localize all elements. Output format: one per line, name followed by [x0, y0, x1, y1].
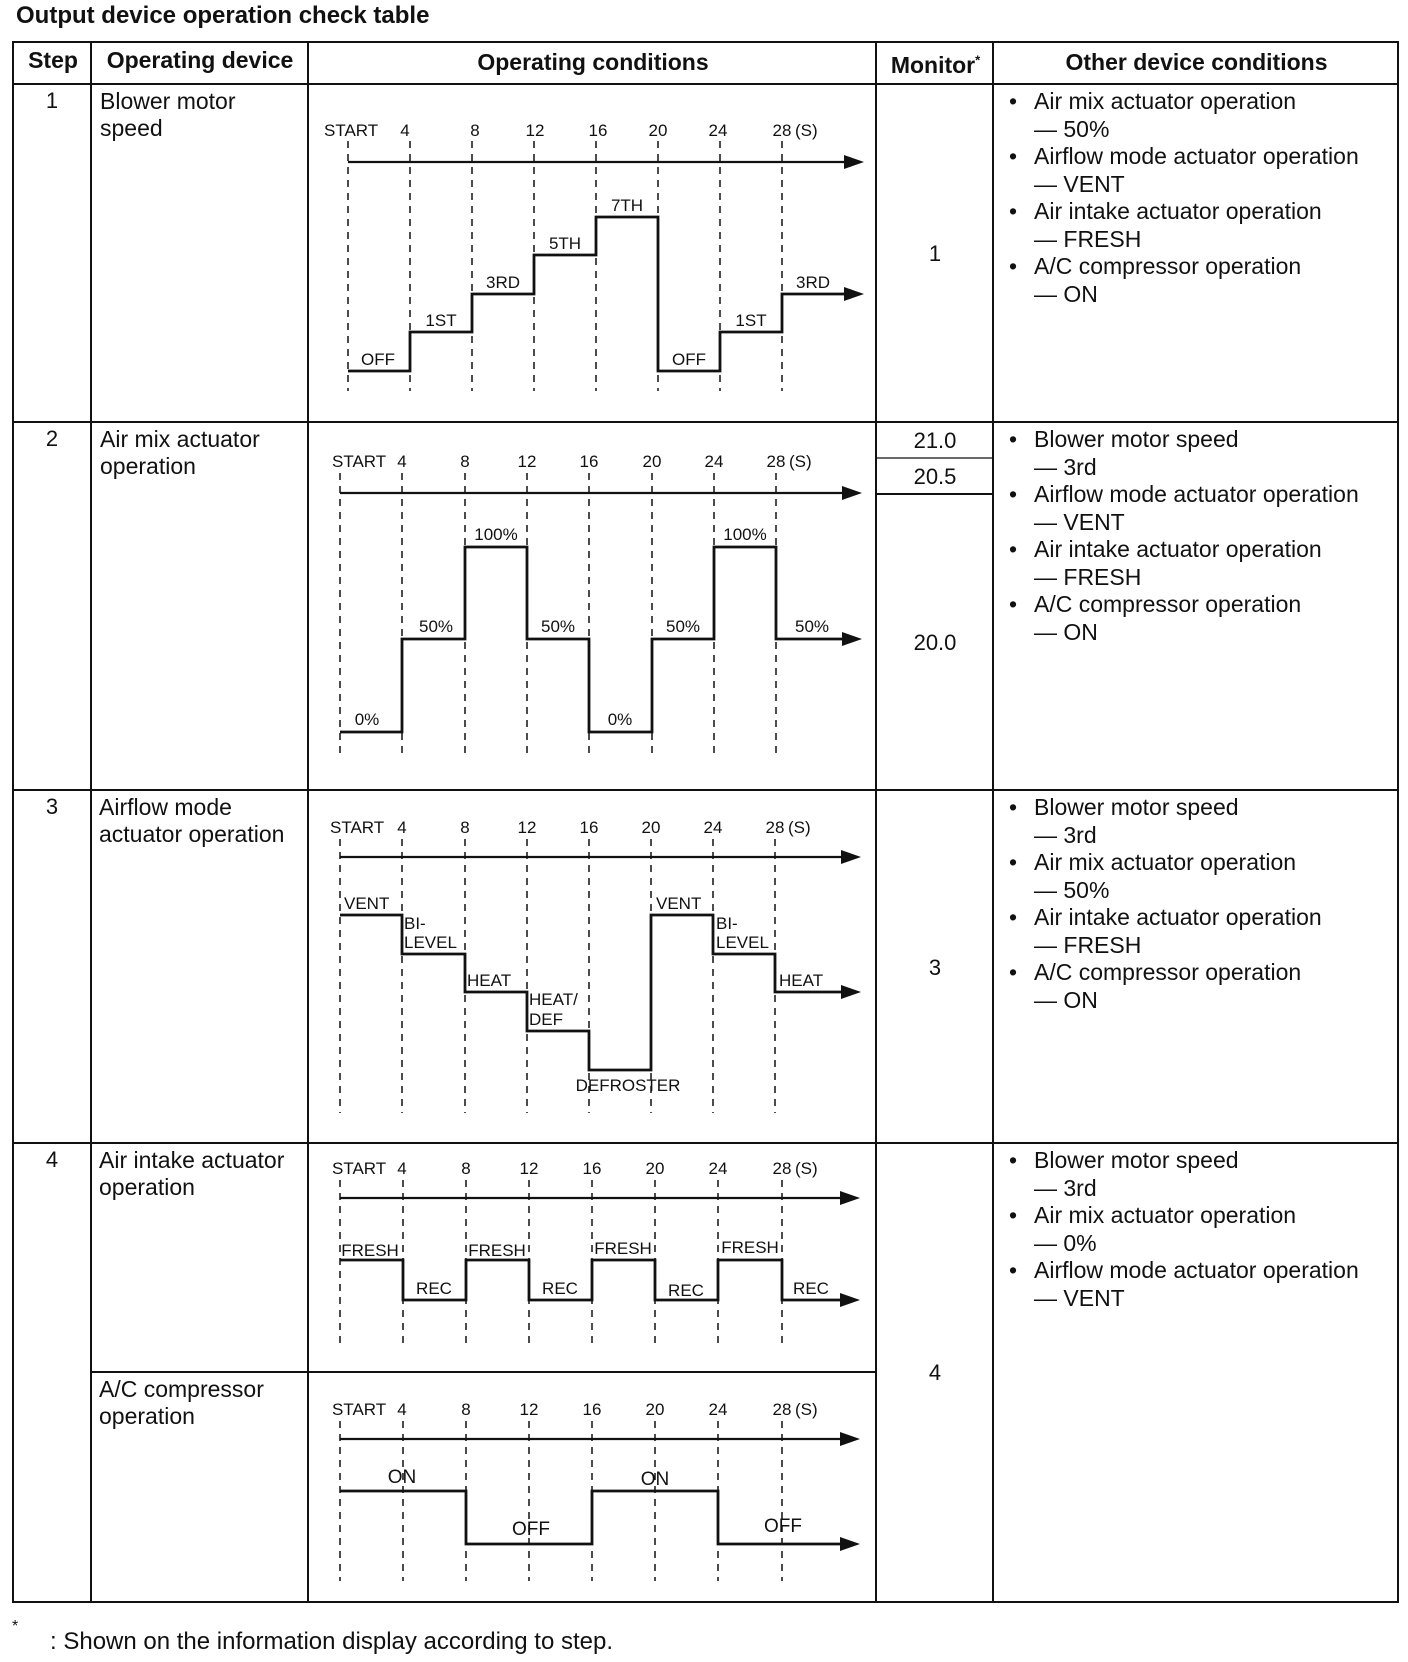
list-item: • Blower motor speed — 3rd [1000, 794, 1400, 849]
signal-level-label: BI- [716, 914, 738, 933]
time-label: 12 [519, 1159, 539, 1178]
signal-level-label: LEVEL [716, 933, 769, 952]
time-axis-arrow [340, 850, 861, 864]
monitor-value: 3 [928, 955, 942, 980]
monitor-value: 1 [928, 241, 942, 266]
device-name-line: operation [99, 1174, 195, 1200]
time-label: START [330, 818, 385, 837]
air-mix-timing-diagram [310, 423, 875, 789]
signal-level-label: FRESH [594, 1239, 652, 1258]
list-item: • A/C compressor operation — ON [1000, 591, 1400, 646]
footnote [12, 1618, 613, 1656]
ac-compressor-timing-diagram [310, 1373, 875, 1601]
condition-name: Blower motor speed [1034, 426, 1239, 452]
signal-level-label: 3RD [485, 273, 521, 292]
time-label: 4 [400, 121, 410, 140]
condition-name: Air mix actuator operation [1034, 849, 1297, 875]
signal-level-label: 50% [794, 617, 830, 636]
condition-name: Air intake actuator operation [1034, 536, 1322, 562]
condition-value: — FRESH [1034, 225, 1142, 252]
signal-level-label: 50% [665, 617, 701, 636]
signal-level-label: 50% [418, 617, 454, 636]
condition-value: — ON [1034, 280, 1098, 307]
signal-level-label: 3RD [795, 273, 831, 292]
other-conditions-list [1000, 426, 1400, 646]
device-name [99, 1147, 284, 1201]
step-number: 2 [45, 426, 59, 451]
air-intake-timing-diagram [310, 1144, 875, 1371]
time-label: 16 [582, 1400, 602, 1419]
signal-level-label: FRESH [341, 1241, 399, 1260]
page-title: Output device operation check table [16, 2, 430, 29]
signal-level-label: 100% [723, 525, 767, 544]
device-name-line: actuator operation [99, 821, 285, 847]
time-gridlines [340, 1180, 782, 1349]
signal-arrow [840, 1293, 860, 1307]
list-item: • Air intake actuator operation — FRESH [1000, 198, 1400, 253]
device-name [100, 88, 235, 142]
time-label: 24 [708, 1159, 728, 1178]
signal-level-label: 1ST [425, 311, 457, 330]
time-label: START [332, 1159, 387, 1178]
monitor-value: 4 [928, 1360, 942, 1385]
time-gridlines [340, 1421, 782, 1581]
signal-level-label: 50% [540, 617, 576, 636]
list-item: • A/C compressor operation — ON [1000, 253, 1400, 308]
list-item: • Air intake actuator operation — FRESH [1000, 536, 1400, 591]
time-label: START [332, 1400, 387, 1419]
time-label: 16 [579, 818, 599, 837]
signal-arrow [841, 985, 861, 999]
time-label: 28 [772, 121, 792, 140]
signal-level-label: DEFROSTER [575, 1076, 681, 1095]
signal-level-label: REC [542, 1279, 578, 1298]
signal-level-label: 1ST [735, 311, 767, 330]
condition-value: — 50% [1034, 115, 1110, 142]
condition-name: Air intake actuator operation [1034, 198, 1322, 224]
time-label: 20 [645, 1400, 665, 1419]
condition-value: — VENT [1034, 170, 1125, 197]
list-item: • Air intake actuator operation — FRESH [1000, 904, 1400, 959]
header-monitor-label: Monitor [890, 52, 976, 78]
condition-value: — 3rd [1034, 1174, 1097, 1201]
list-item: • A/C compressor operation — ON [1000, 959, 1400, 1014]
signal-level-label: VENT [656, 894, 702, 913]
header-step: Step [28, 47, 78, 73]
signal-level-label: 100% [474, 525, 518, 544]
signal-waveform [340, 1260, 840, 1300]
time-label: 28 [766, 452, 786, 471]
list-item: • Blower motor speed — 3rd [1000, 426, 1400, 481]
header-operating-device: Operating device [106, 47, 294, 73]
time-label: 20 [642, 452, 662, 471]
time-gridlines [340, 473, 776, 759]
list-item: • Airflow mode actuator operation — VENT [1000, 481, 1400, 536]
signal-waveform [348, 217, 844, 371]
signal-level-label: DEF [529, 1010, 563, 1029]
condition-value: — 50% [1034, 876, 1110, 903]
time-label: 16 [582, 1159, 602, 1178]
time-label: START [332, 452, 387, 471]
time-label: 20 [648, 121, 668, 140]
footnote-mark: * [12, 1618, 19, 1635]
device-name-line: Air intake actuator [99, 1147, 285, 1173]
time-label: 12 [517, 452, 537, 471]
signal-level-label: 0% [354, 710, 380, 729]
condition-name: Airflow mode actuator operation [1034, 1257, 1359, 1283]
device-name-line: Air mix actuator [100, 426, 260, 452]
signal-level-label: VENT [344, 894, 390, 913]
signal-level-label: OFF [764, 1516, 802, 1537]
condition-value: — ON [1034, 986, 1098, 1013]
time-label: (S) [795, 121, 818, 140]
time-label: 4 [397, 1159, 407, 1178]
signal-level-label: ON [640, 1469, 670, 1490]
time-axis-arrow [348, 155, 864, 169]
footnote-text: : Shown on the information display according to step. [50, 1628, 613, 1655]
header-monitor [878, 52, 993, 79]
signal-level-label: LEVEL [404, 933, 457, 952]
condition-value: — VENT [1034, 508, 1125, 535]
signal-level-label: REC [668, 1281, 704, 1300]
step-number: 3 [45, 794, 59, 819]
signal-level-label: HEAT [779, 971, 824, 990]
list-item: • Air mix actuator operation — 50% [1000, 849, 1400, 904]
signal-arrow [842, 632, 862, 646]
device-name-line: operation [100, 453, 196, 479]
time-label: 16 [579, 452, 599, 471]
time-label: 8 [470, 121, 480, 140]
signal-level-label: OFF [361, 350, 395, 369]
signal-level-label: OFF [672, 350, 706, 369]
signal-level-label: OFF [512, 1519, 550, 1540]
time-label: (S) [795, 1159, 818, 1178]
signal-level-label: 0% [607, 710, 633, 729]
signal-waveform [340, 547, 842, 732]
list-item: • Air mix actuator operation — 50% [1000, 88, 1400, 143]
signal-level-label: REC [416, 1279, 452, 1298]
time-label: 8 [460, 818, 470, 837]
condition-name: Air mix actuator operation [1034, 1202, 1297, 1228]
list-item: • Airflow mode actuator operation — VENT [1000, 1257, 1400, 1312]
signal-level-label: HEAT [467, 971, 512, 990]
condition-name: A/C compressor operation [1034, 253, 1302, 279]
step-number: 4 [45, 1147, 59, 1172]
condition-name: A/C compressor operation [1034, 959, 1302, 985]
condition-value: — ON [1034, 618, 1098, 645]
time-label: 28 [772, 1400, 792, 1419]
condition-value: — VENT [1034, 1284, 1125, 1311]
time-label: 8 [461, 1159, 471, 1178]
time-label: 24 [704, 452, 724, 471]
device-name [100, 426, 260, 480]
signal-level-label: FRESH [721, 1238, 779, 1257]
time-label: (S) [789, 452, 812, 471]
signal-arrow [844, 287, 864, 301]
device-name-line: A/C compressor [99, 1376, 264, 1402]
time-label: 24 [708, 121, 728, 140]
time-label: (S) [788, 818, 811, 837]
signal-level-label: ON [387, 1467, 417, 1488]
time-label: START [324, 121, 379, 140]
other-conditions-list [1000, 88, 1400, 308]
time-gridlines [348, 141, 782, 391]
header-operating-conditions: Operating conditions [477, 49, 709, 75]
condition-name: Air intake actuator operation [1034, 904, 1322, 930]
time-label: 28 [772, 1159, 792, 1178]
time-gridlines [340, 839, 775, 1113]
condition-value: — 0% [1034, 1229, 1097, 1256]
condition-name: A/C compressor operation [1034, 591, 1302, 617]
signal-level-label: BI- [404, 914, 426, 933]
time-label: 8 [461, 1400, 471, 1419]
time-label: 8 [460, 452, 470, 471]
time-label: 4 [397, 452, 407, 471]
condition-name: Airflow mode actuator operation [1034, 481, 1359, 507]
step-number: 1 [45, 88, 59, 113]
blower-speed-timing-diagram [310, 85, 875, 421]
time-label: 4 [397, 1400, 407, 1419]
signal-level-label: 7TH [610, 196, 644, 215]
header-other-device-conditions: Other device conditions [1065, 49, 1328, 75]
airflow-mode-timing-diagram [310, 791, 875, 1142]
time-label: 12 [517, 818, 537, 837]
header-monitor-mark: * [975, 52, 981, 68]
device-name [99, 794, 284, 848]
condition-name: Air mix actuator operation [1034, 88, 1297, 114]
time-label: 28 [765, 818, 785, 837]
time-label: 20 [645, 1159, 665, 1178]
monitor-value: 20.0 [913, 630, 957, 655]
other-conditions-list [1000, 794, 1400, 1014]
signal-level-label: 5TH [548, 234, 582, 253]
monitor-value: 20.5 [913, 464, 957, 489]
condition-value: — FRESH [1034, 563, 1142, 590]
device-name [99, 1376, 264, 1430]
time-label: 20 [641, 818, 661, 837]
list-item: • Airflow mode actuator operation — VENT [1000, 143, 1400, 198]
condition-value: — 3rd [1034, 821, 1097, 848]
signal-level-label: REC [793, 1279, 829, 1298]
time-label: 16 [588, 121, 608, 140]
condition-value: — 3rd [1034, 453, 1097, 480]
signal-level-label: FRESH [468, 1241, 526, 1260]
time-label: (S) [795, 1400, 818, 1419]
list-item: • Air mix actuator operation — 0% [1000, 1202, 1400, 1257]
condition-value: — FRESH [1034, 931, 1142, 958]
monitor-value: 21.0 [913, 428, 957, 453]
time-label: 24 [703, 818, 723, 837]
signal-arrow [840, 1537, 860, 1551]
time-label: 24 [708, 1400, 728, 1419]
time-axis-arrow [340, 486, 862, 500]
list-item: • Blower motor speed — 3rd [1000, 1147, 1400, 1202]
signal-level-label: HEAT/ [529, 990, 578, 1009]
condition-name: Airflow mode actuator operation [1034, 143, 1359, 169]
device-name-line: operation [99, 1403, 195, 1429]
time-label: 4 [397, 818, 407, 837]
time-label: 12 [525, 121, 545, 140]
device-name-line: Airflow mode [99, 794, 232, 820]
condition-name: Blower motor speed [1034, 1147, 1239, 1173]
time-label: 12 [519, 1400, 539, 1419]
condition-name: Blower motor speed [1034, 794, 1239, 820]
device-name-line: Blower motor [100, 88, 236, 114]
other-conditions-list [1000, 1147, 1400, 1312]
device-name-line: speed [100, 115, 163, 141]
